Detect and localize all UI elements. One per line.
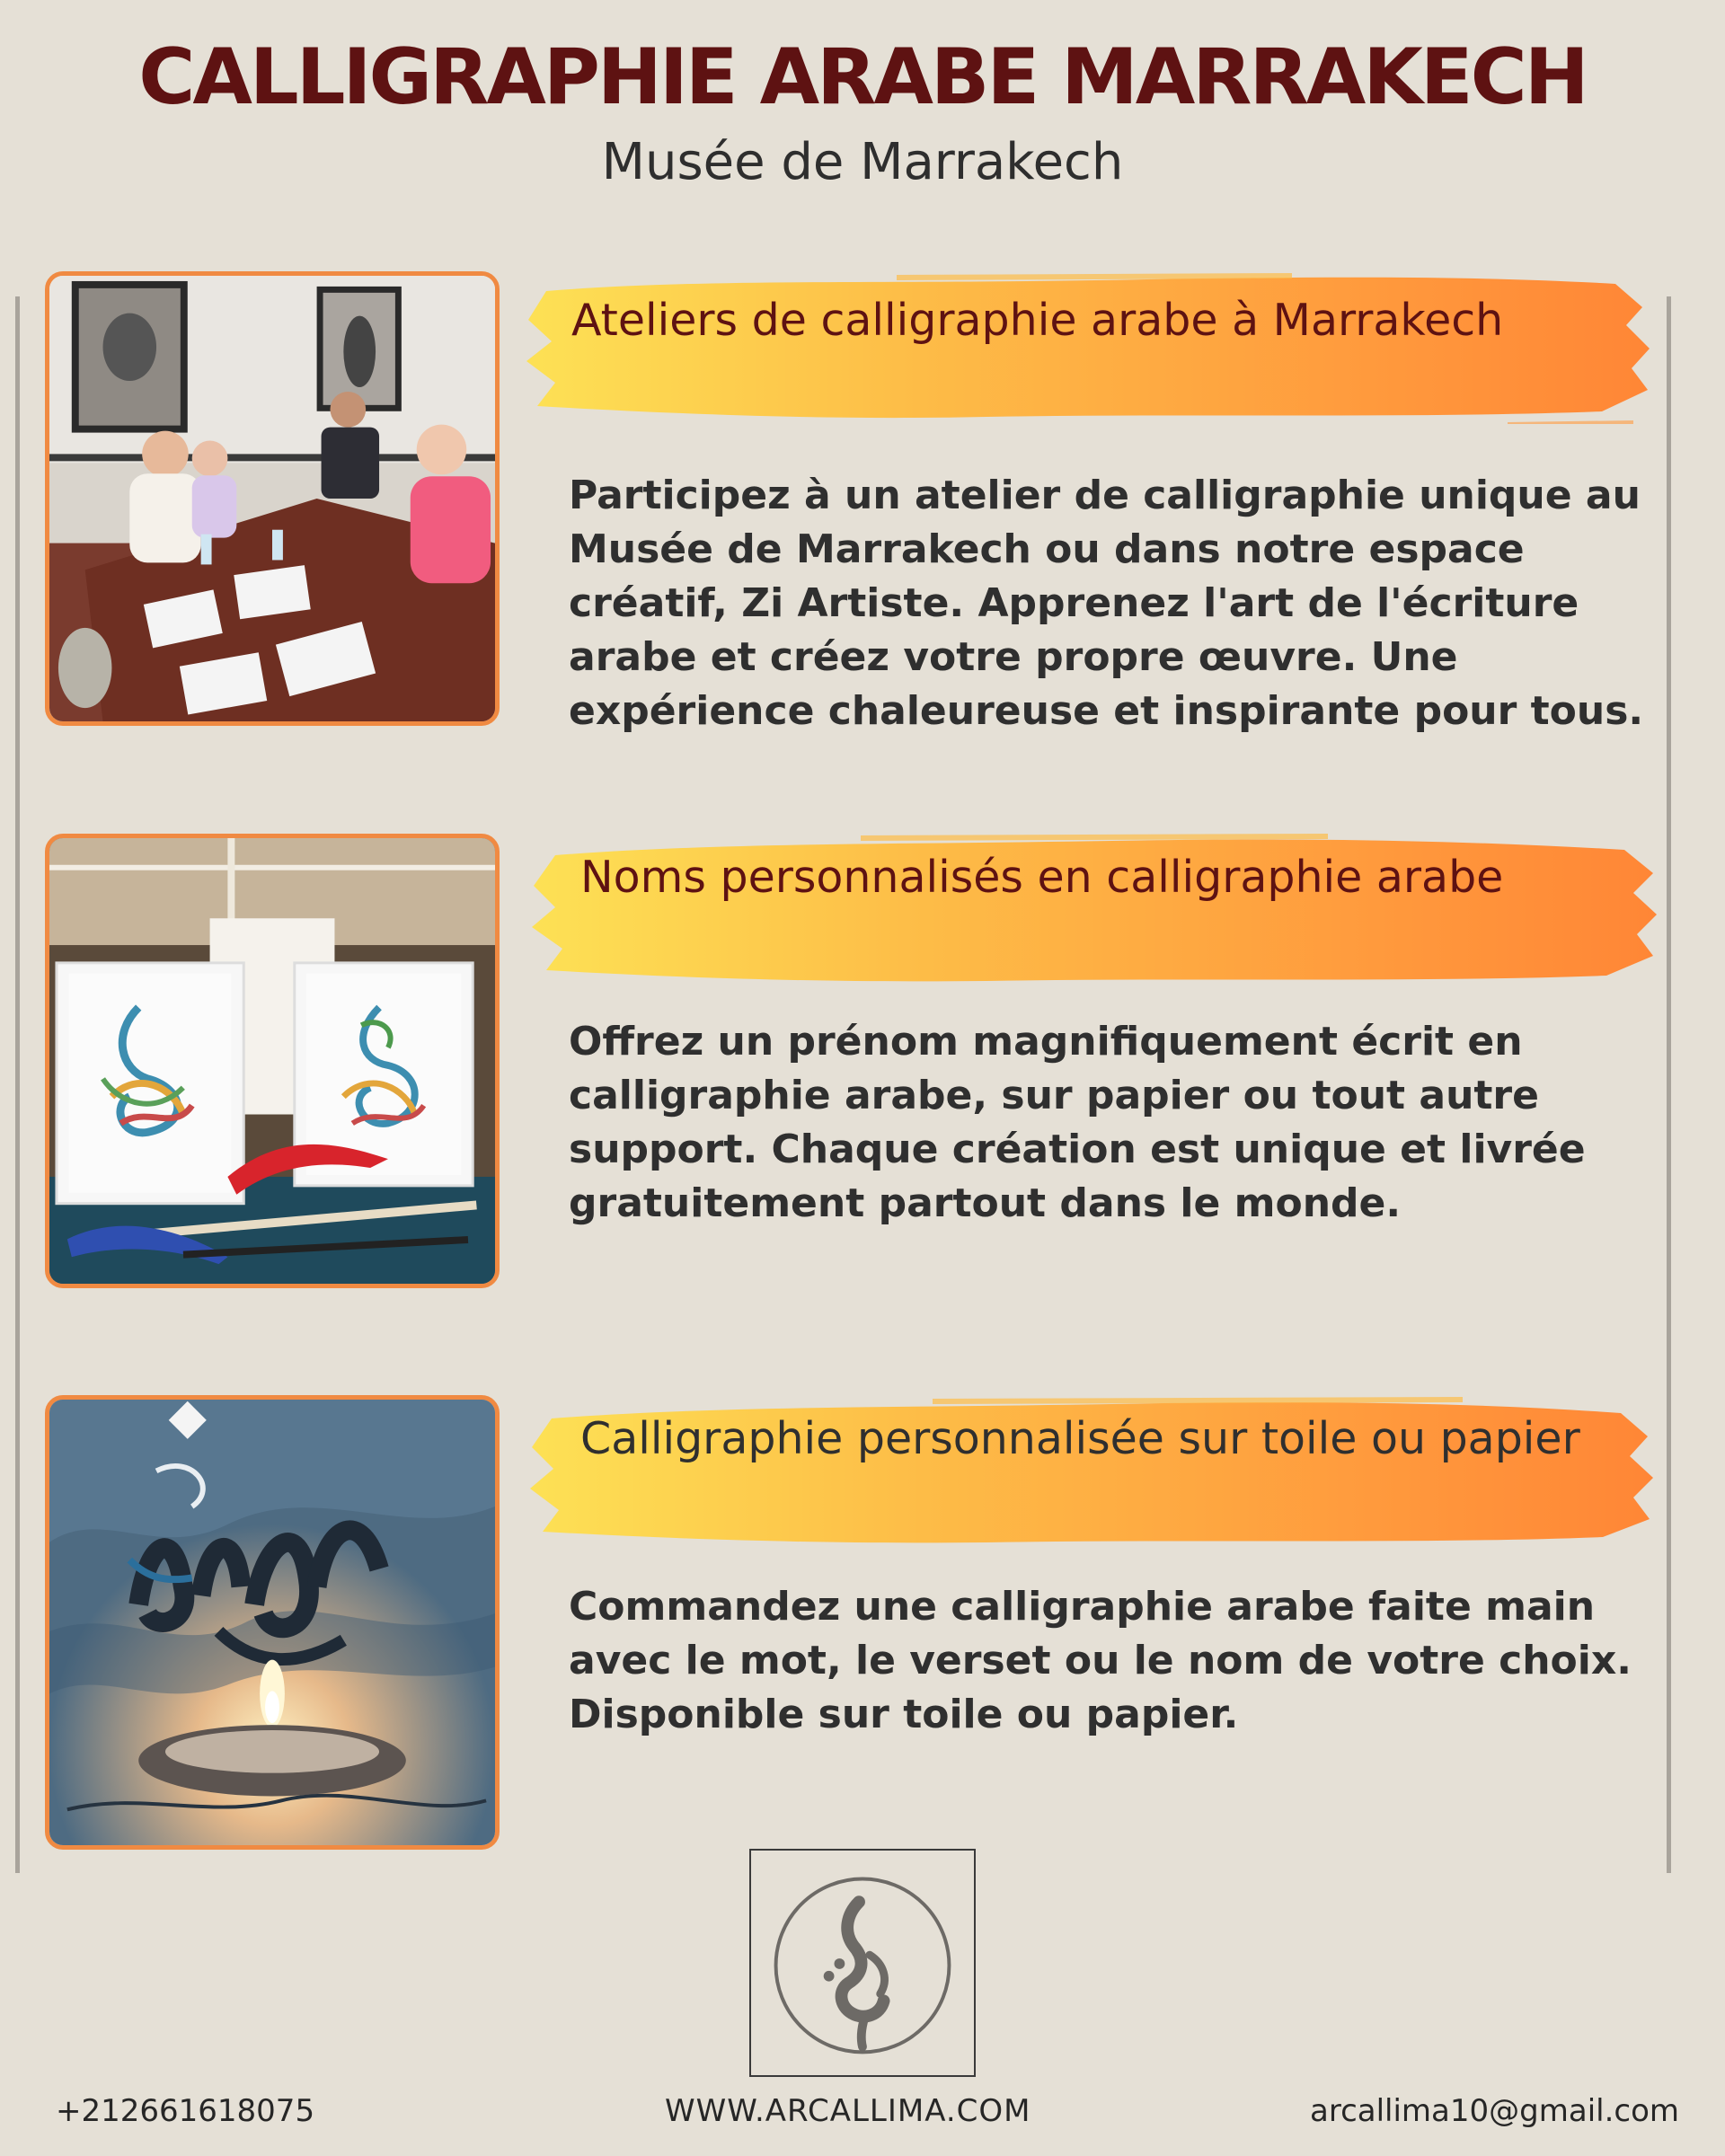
page-title: CALLIGRAPHIE ARABE MARRAKECH bbox=[138, 32, 1587, 122]
workshop-photo bbox=[45, 271, 500, 726]
footer-email-link[interactable]: arcallima10@gmail.com bbox=[1310, 2093, 1680, 2129]
page-subtitle: Musée de Marrakech bbox=[601, 133, 1124, 191]
right-divider-line bbox=[1667, 296, 1671, 1873]
canvas-calligraphy-artwork bbox=[45, 1395, 500, 1850]
section-heading-banner bbox=[519, 271, 1669, 424]
section-description: Commandez une calligraphie arabe faite main avec le mot, le verset ou le nom de votre choix. Disponible sur toile ou papier. bbox=[569, 1584, 1632, 1737]
section-heading: Noms personnalisés en calligraphie arabe bbox=[580, 852, 1504, 903]
section-heading-banner bbox=[519, 834, 1669, 986]
section-description: Offrez un prénom magnifiquement écrit en calligraphie arabe, sur papier ou tout autre support. Chaque création est unique et livrée gratuitement partout dans le monde. bbox=[569, 1019, 1586, 1226]
calligraphy-logo-icon bbox=[751, 1851, 974, 2075]
section-heading: Calligraphie personnalisée sur toile ou papier bbox=[580, 1413, 1580, 1464]
left-divider-line bbox=[15, 296, 20, 1873]
section-heading: Ateliers de calligraphie arabe à Marrakech bbox=[571, 295, 1504, 346]
section-description: Participez à un atelier de calligraphie unique au Musée de Marrakech ou dans notre espace créatif, Zi Artiste. Apprenez l'art de l'écriture arabe et créez votre propre œuvre. Une expérience chaleureuse et inspirante pour tous. bbox=[569, 473, 1644, 734]
footer-phone[interactable]: +212661618075 bbox=[56, 2093, 315, 2129]
section-heading-banner bbox=[519, 1395, 1669, 1548]
logo-frame bbox=[749, 1849, 976, 2077]
framed-names-photo bbox=[45, 834, 500, 1288]
footer-website-link[interactable]: WWW.ARCALLIMA.COM bbox=[665, 2093, 1031, 2129]
